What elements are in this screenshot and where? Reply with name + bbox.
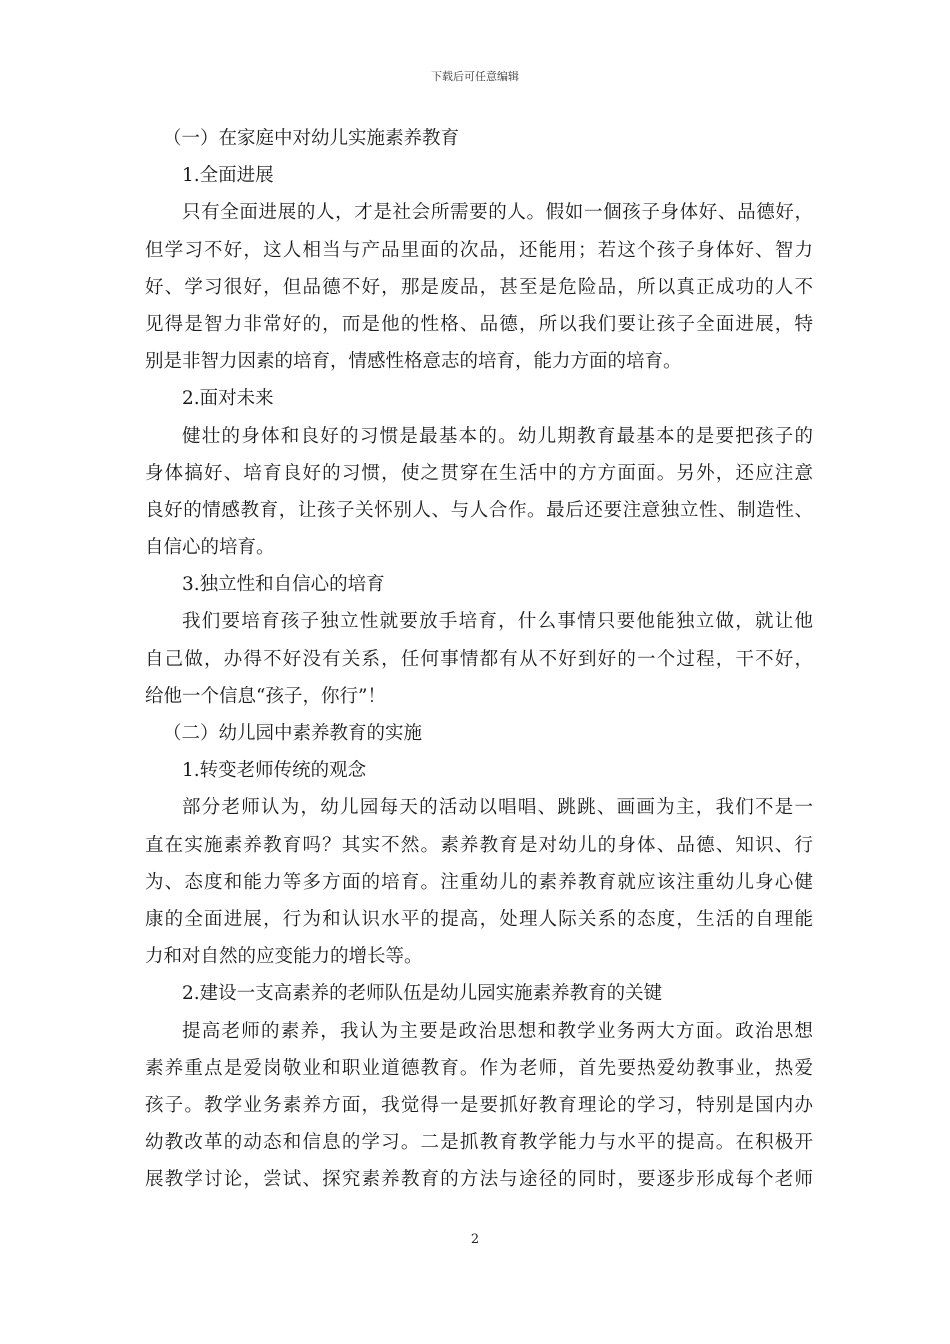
section-heading: （二）幼儿园中素养教育的实施 [163,723,423,744]
paragraph-line: 别是非智力因素的培育，情感性格意志的培育，能力方面的培育。 [145,351,682,373]
subsection-heading: 1.全面进展 [182,165,274,187]
paragraph-line: 孩子。教学业务素养方面，我觉得一是要抓好教育理论的学习，特别是国内办 [145,1094,813,1116]
paragraph-line: 为、态度和能力等多方面的培育。注重幼儿的素养教育就应该注重幼儿身心健 [145,871,813,893]
subsection-heading: 2.建设一支高素养的老师队伍是幼儿园实施素养教育的关键 [182,983,663,1005]
paragraph-line: 好、学习很好，但品德不好，那是废品，甚至是危险品，所以真正成功的人不 [145,276,813,298]
paragraph-line: 我们要培育孩子独立性就要放手培育，什么事情只要他能独立做，就让他 [182,611,813,633]
paragraph-line: 康的全面进展，行为和认识水平的提高，处理人际关系的态度，生活的自理能 [145,908,813,930]
paragraph-line: 部分老师认为，幼儿园每天的活动以唱唱、跳跳、画画为主，我们不是一 [182,797,813,819]
header-note: 下载后可任意编辑 [431,70,519,83]
paragraph-line: 幼教改革的动态和信息的学习。二是抓教育教学能力与水平的提高。在积极开 [145,1132,813,1154]
paragraph-line: 直在实施素养教育吗？其实不然。素养教育是对幼儿的身体、品德、知识、行 [145,834,813,856]
page-number: 2 [470,1232,480,1247]
subsection-heading: 1.转变老师传统的观念 [182,760,367,782]
paragraph-line: 但学习不好，这人相当与产品里面的次品，还能用；若这个孩子身体好、智力 [145,239,813,261]
paragraph-line: 良好的情感教育，让孩子关怀别人、与人合作。最后还要注意独立性、制造性、 [145,499,813,521]
paragraph-line: 健壮的身体和良好的习惯是最基本的。幼儿期教育最基本的是要把孩子的 [182,425,813,447]
subsection-heading: 2.面对未来 [182,388,274,410]
subsection-heading: 3.独立性和自信心的培育 [182,574,385,596]
section-heading: （一）在家庭中对幼儿实施素养教育 [163,128,460,149]
paragraph-line: 只有全面进展的人，才是社会所需要的人。假如一個孩子身体好、品德好， [182,202,813,224]
paragraph-line: 给他一个信息“孩子，你行”！ [145,685,386,707]
paragraph-line: 展教学讨论，尝试、探究素养教育的方法与途径的同时，要逐步形成每个老师 [145,1169,813,1191]
paragraph-line: 身体搞好、培育良好的习惯，使之贯穿在生活中的方方面面。另外，还应注意 [145,462,813,484]
paragraph-line: 提高老师的素养，我认为主要是政治思想和教学业务两大方面。政治思想 [182,1020,813,1042]
paragraph-line: 力和对自然的应变能力的增长等。 [145,946,423,968]
paragraph-line: 自信心的培育。 [145,537,275,559]
paragraph-line: 自己做，办得不好没有关系，任何事情都有从不好到好的一个过程，干不好， [145,648,813,670]
paragraph-line: 见得是智力非常好的，而是他的性格、品德，所以我们要让孩子全面进展，特 [145,313,813,335]
document-body [145,120,813,1198]
paragraph-line: 素养重点是爱岗敬业和职业道德教育。作为老师，首先要热爱幼教事业，热爱 [145,1057,813,1079]
